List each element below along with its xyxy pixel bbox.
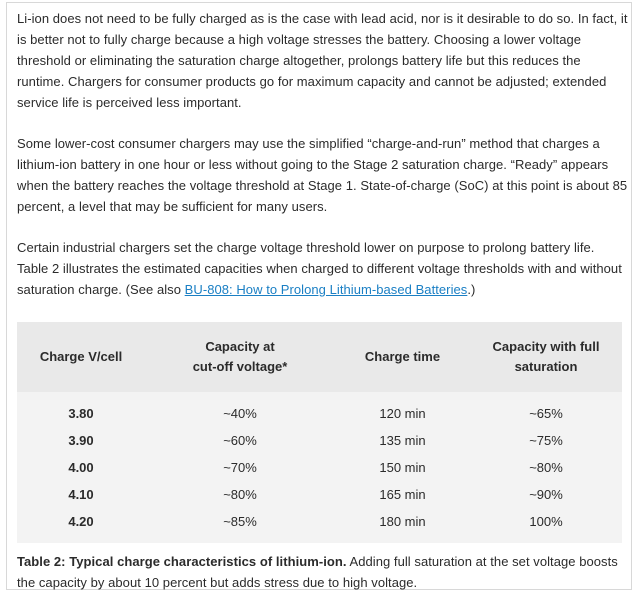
cell-capacity-full: ~90%: [529, 486, 563, 502]
cell-voltage: 4.00: [68, 459, 94, 475]
header-capacity-full-line2: saturation: [514, 359, 578, 374]
cell-capacity-full: ~80%: [529, 459, 563, 475]
header-charge-time: Charge time: [364, 349, 441, 364]
header-capacity-full: [470, 322, 622, 392]
paragraph-3: [17, 237, 629, 300]
header-capacity-cutoff-line1: Capacity at: [205, 339, 275, 354]
charge-characteristics-table: [17, 322, 622, 543]
table-caption-text: Adding full saturation at the set voltage boosts the capacity by about 10 percent but adds stress due to high voltage.: [17, 554, 618, 590]
cell-capacity-cutoff: ~70%: [223, 459, 257, 475]
header-capacity-full-line1: Capacity with full: [492, 339, 600, 354]
cell-voltage: 3.80: [68, 405, 94, 421]
table-spacer-row: [17, 392, 622, 400]
cell-charge-time: 150 min: [379, 459, 426, 475]
table-header-row: [17, 322, 622, 392]
table-caption-title: Table 2: Typical charge characteristics of lithium-ion.: [17, 554, 347, 569]
charge-table-wrapper: [17, 322, 622, 543]
paragraph-3-text: Certain industrial chargers set the charge voltage threshold lower on purpose to prolong battery life. Table 2 illustrates the estimated capacities when charged to different voltage thresholds with and without saturation charge. (See also: [17, 240, 622, 297]
cell-capacity-cutoff: ~40%: [223, 405, 257, 421]
paragraph-3-end: .): [467, 282, 476, 297]
table-row: [17, 400, 622, 427]
paragraph-1: Li-ion does not need to be fully charged as is the case with lead acid, nor is it desirable to do so. In fact, it is better not to fully charge because a high voltage stresses the battery. Choosing a lower voltage threshold or eliminating the saturation charge altogether, prolongs battery life but this reduces the runtime. Chargers for consumer products go for maximum capacity and cannot be adjusted; extended service life is perceived less important.: [17, 11, 628, 110]
table-row: [17, 454, 622, 481]
cell-charge-time: 135 min: [379, 432, 426, 448]
cell-capacity-full: ~65%: [529, 405, 563, 421]
cell-charge-time: 120 min: [379, 405, 426, 421]
header-capacity-cutoff-line2: cut-off voltage*: [192, 359, 288, 374]
cell-voltage: 3.90: [68, 432, 94, 448]
article-content: [17, 8, 629, 593]
table-row: [17, 508, 622, 543]
header-charge-v-cell: Charge V/cell: [39, 349, 123, 364]
cell-capacity-cutoff: ~80%: [223, 486, 257, 502]
table-row: [17, 481, 622, 508]
bu-808-link[interactable]: BU-808: How to Prolong Lithium-based Batteries: [184, 282, 468, 297]
table-caption: [17, 551, 629, 593]
cell-voltage: 4.20: [68, 513, 94, 529]
cell-charge-time: 165 min: [379, 486, 426, 502]
cell-capacity-full: ~75%: [529, 432, 563, 448]
cell-charge-time: 180 min: [379, 513, 426, 529]
cell-capacity-cutoff: ~60%: [223, 432, 257, 448]
cell-capacity-full: 100%: [529, 513, 563, 529]
table-row: [17, 427, 622, 454]
header-capacity-cutoff: [145, 322, 335, 392]
paragraph-2: Some lower-cost consumer chargers may use the simplified “charge-and-run” method that charges a lithium-ion battery in one hour or less without going to the Stage 2 saturation charge. “Ready” appears when the battery reaches the voltage threshold at Stage 1. State-of-charge (SoC) at this point is about 85 percent, a level that may be sufficient for many users.: [17, 136, 628, 214]
cell-capacity-cutoff: ~85%: [223, 513, 257, 529]
cell-voltage: 4.10: [68, 486, 94, 502]
